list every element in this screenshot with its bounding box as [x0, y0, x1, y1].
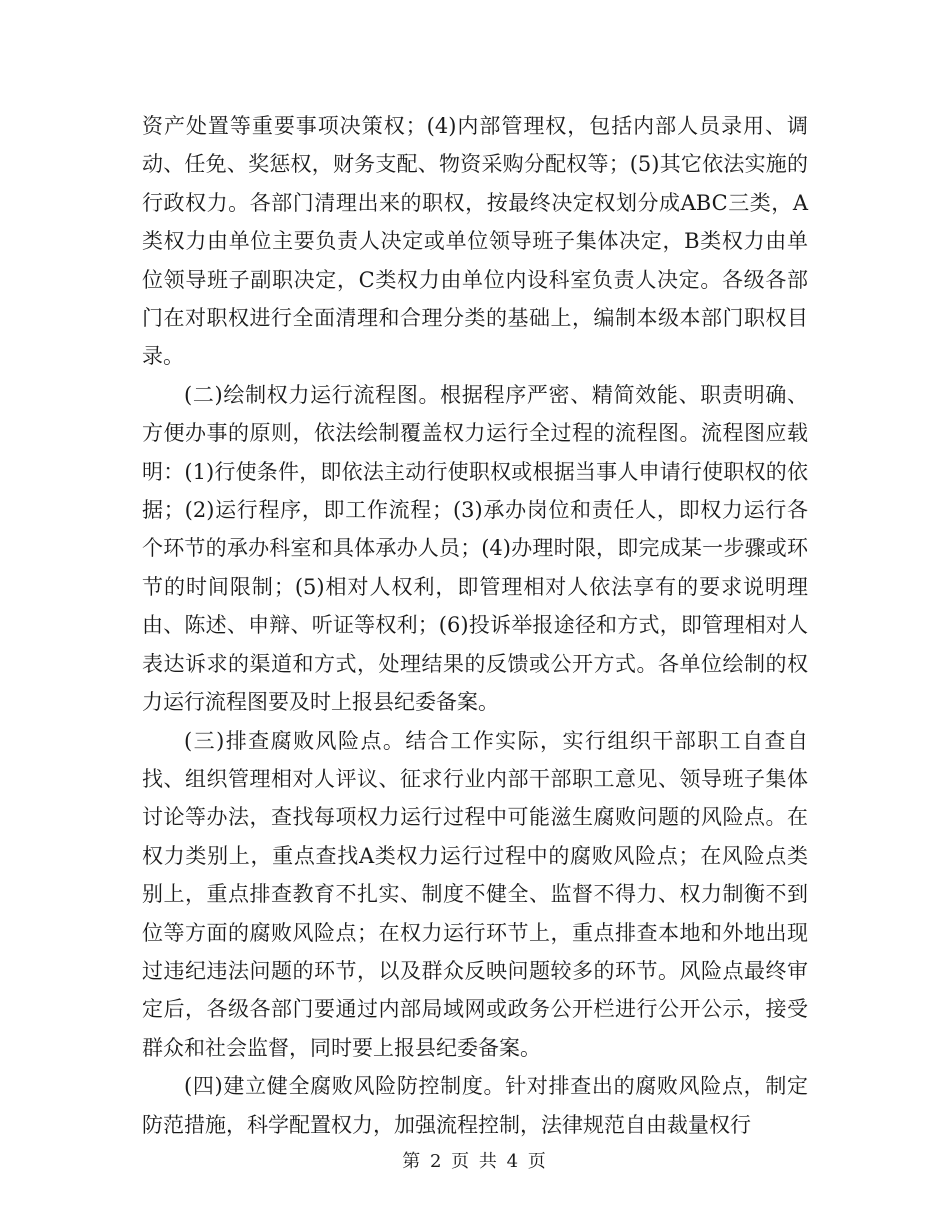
page-number-footer: 第 2 页 共 4 页: [402, 1151, 548, 1172]
paragraph-continuation: 资产处置等重要事项决策权；(4)内部管理权，包括内部人员录用、调动、任免、奖惩权，财务支配、物资采购分配权等；(5)其它依法实施的行政权力。各部门清理出来的职权，按最终决定权划分成ABC三类，A类权力由单位主要负责人决定或单位领导班子集体决定，B类权力由单位领导班子副职决定，C类权力由单位内设科室负责人决定。各级各部门在对职权进行全面清理和合理分类的基础上，编制本级本部门职权目录。: [142, 114, 808, 369]
paragraph-section-3: (三)排查腐败风险点。结合工作实际，实行组织干部职工自查自找、组织管理相对人评议、征求行业内部干部职工意见、领导班子集体讨论等办法，查找每项权力运行过程中可能滋生腐败问题的风险点。在权力类别上，重点查找A类权力运行过程中的腐败风险点；在风险点类别上，重点排查教育不扎实、制度不健全、监督不得力、权力制衡不到位等方面的腐败风险点；在权力运行环节上，重点排查本地和外地出现过违纪违法问题的环节，以及群众反映问题较多的环节。风险点最终审定后，各级各部门要通过内部局域网或政务公开栏进行公开公示，接受群众和社会监督，同时要上报县纪委备案。: [142, 728, 808, 1060]
paragraph-section-2: (二)绘制权力运行流程图。根据程序严密、精简效能、职责明确、方便办事的原则，依法绘制覆盖权力运行全过程的流程图。流程图应载明：(1)行使条件，即依法主动行使职权或根据当事人申请行使职权的依据；(2)运行程序，即工作流程；(3)承办岗位和责任人，即权力运行各个环节的承办科室和具体承办人员；(4)办理时限，即完成某一步骤或环节的时间限制；(5)相对人权利，即管理相对人依法享有的要求说明理由、陈述、申辩、听证等权利；(6)投诉举报途径和方式，即管理相对人表达诉求的渠道和方式，处理结果的反馈或公开方式。各单位绘制的权力运行流程图要及时上报县纪委备案。: [142, 382, 808, 715]
paragraph-section-4: (四)建立健全腐败风险防控制度。针对排查出的腐败风险点，制定防范措施，科学配置权力，加强流程控制，法律规范自由裁量权行: [142, 1074, 808, 1137]
document-body: [142, 107, 808, 1144]
